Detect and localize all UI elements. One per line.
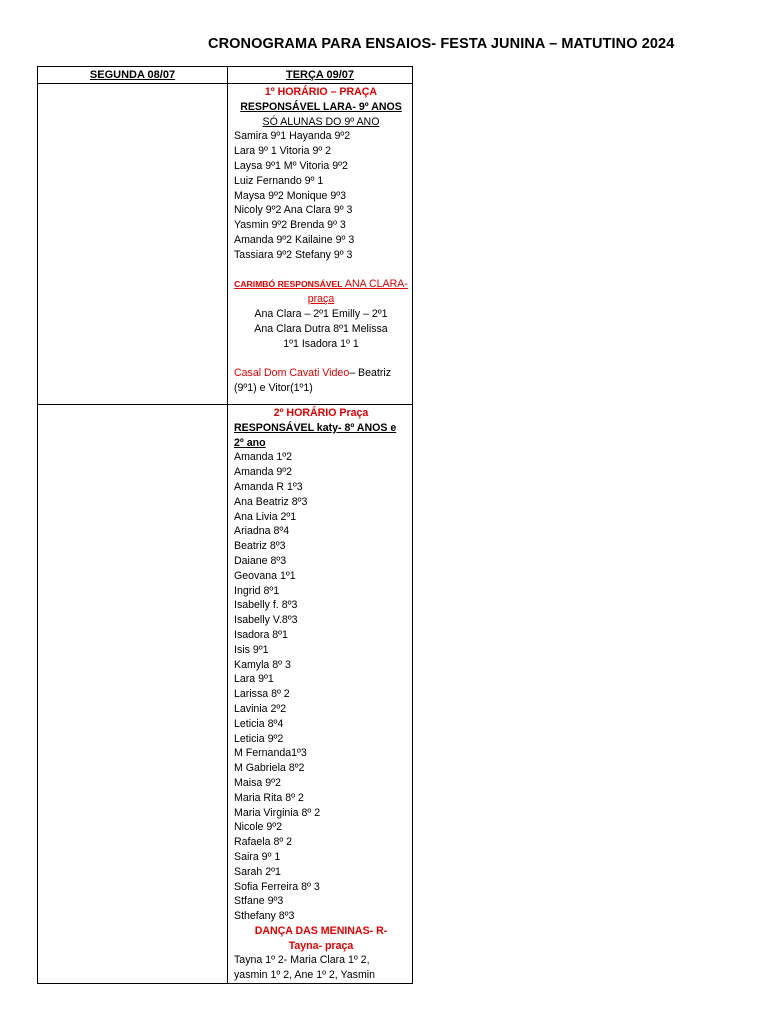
- monday-cell-1: [38, 84, 228, 405]
- list-item: Leticia 8º4: [234, 717, 284, 730]
- list-item: Maysa 9º2 Monique 9º3: [234, 189, 346, 202]
- tuesday-cell-2: [228, 405, 413, 984]
- list-item: Daiane 8º3: [234, 554, 287, 567]
- list-item: Samira 9º1 Hayanda 9º2: [234, 130, 351, 143]
- list-item: M Fernanda1º3: [234, 747, 307, 760]
- list-item: Geovana 1º1: [234, 569, 296, 582]
- list-item: Laysa 9º1 Mº Vitoria 9º2: [234, 159, 348, 172]
- list-item: Isis 9º1: [234, 643, 269, 656]
- slot-2-title: 2º HORÁRIO Praça: [273, 407, 369, 419]
- list-item: Ingrid 8º1: [234, 584, 280, 597]
- list-item: Maisa 9º2: [234, 776, 281, 789]
- list-item: Rafaela 8º 2: [234, 836, 293, 849]
- carimbo-label: CARIMBÓ RESPONSÁVEL: [234, 279, 343, 290]
- list-item: Sarah 2º1: [234, 865, 281, 878]
- dance-heading: DANÇA DAS MENINAS- R-: [254, 924, 388, 937]
- list-item: Amanda 9º2: [234, 466, 293, 479]
- list-item: Luiz Fernando 9º 1: [234, 174, 324, 187]
- casal-line-2: (9º1) e Vitor(1º1): [234, 381, 313, 394]
- header-tuesday: TERÇA 09/07: [228, 67, 413, 84]
- list-item: Stfane 9º3: [234, 895, 284, 908]
- list-item: Nicole 9º2: [234, 821, 283, 834]
- slot-2-responsible-cont: 2º ano: [234, 436, 266, 449]
- list-item: Ariadna 8º4: [234, 525, 290, 538]
- list-item: Beatriz 8º3: [234, 540, 286, 553]
- list-item: Leticia 9º2: [234, 732, 284, 745]
- slot-1-note: SÓ ALUNAS DO 9º ANO: [262, 115, 380, 128]
- list-item: Sofia Ferreira 8º 3: [234, 880, 320, 893]
- slot-1-title: 1º HORÁRIO – PRAÇA: [264, 86, 378, 98]
- list-item: Amanda 1º2: [234, 451, 293, 464]
- list-item: Maria Virginia 8º 2: [234, 806, 321, 819]
- carimbo-place: praça: [307, 293, 335, 306]
- carimbo-responsible: ANA CLARA-: [342, 278, 408, 291]
- list-item: Lara 9º 1 Vitoria 9º 2: [234, 145, 332, 158]
- tuesday-cell-1: [228, 84, 413, 405]
- list-item: Lara 9º1: [234, 673, 274, 686]
- list-item: Ana Clara – 2º1 Emilly – 2º1: [254, 307, 388, 320]
- list-item: Ana Clara Dutra 8º1 Melissa: [254, 322, 388, 335]
- list-item: Tassiara 9º2 Stefany 9º 3: [234, 248, 353, 261]
- list-item: Saira 9º 1: [234, 850, 281, 863]
- list-item: Nicoly 9º2 Ana Clara 9º 3: [234, 204, 353, 217]
- list-item: Amanda R 1º3: [234, 480, 303, 493]
- list-item: Ana Livia 2º1: [234, 510, 297, 523]
- list-item: Yasmin 9º2 Brenda 9º 3: [234, 219, 346, 232]
- monday-cell-2: [38, 405, 228, 984]
- list-item: Isadora 8º1: [234, 628, 288, 641]
- list-item: Kamyla 8º 3: [234, 658, 291, 671]
- slot-2-name-list: [234, 450, 408, 924]
- list-item: Sthefany 8º3: [234, 910, 295, 923]
- list-item: Ana Beatriz 8º3: [234, 495, 308, 508]
- list-item: Lavinia 2º2: [234, 702, 287, 715]
- list-item: yasmin 1º 2, Ane 1º 2, Yasmin: [234, 969, 376, 982]
- casal-label: Casal Dom Cavati Video: [234, 367, 350, 380]
- header-row: [38, 67, 413, 84]
- list-item: 1º1 Isadora 1º 1: [283, 337, 359, 350]
- casal-names: – Beatriz: [349, 367, 392, 380]
- schedule-row-1: [38, 84, 413, 405]
- header-monday: SEGUNDA 08/07: [38, 67, 228, 84]
- slot-1-responsible: RESPONSÁVEL LARA- 9º ANOS: [240, 100, 402, 113]
- schedule-table: [37, 66, 413, 984]
- list-item: Tayna 1º 2- Maria Clara 1º 2,: [234, 954, 370, 967]
- list-item: Isabelly f. 8º3: [234, 599, 298, 612]
- list-item: Larissa 8º 2: [234, 688, 290, 701]
- document-title: CRONOGRAMA PARA ENSAIOS- FESTA JUNINA – MATUTINO 2024: [208, 36, 675, 52]
- dance-heading-cont: Tayna- praça: [288, 939, 354, 952]
- list-item: Maria Rita 8º 2: [234, 791, 304, 804]
- list-item: Amanda 9º2 Kailaine 9º 3: [234, 233, 355, 246]
- list-item: Isabelly V.8º3: [234, 614, 298, 627]
- schedule-row-2: [38, 405, 413, 984]
- casal-line: [234, 366, 408, 381]
- list-item: M Gabriela 8º2: [234, 762, 305, 775]
- carimbo-heading: [234, 277, 408, 292]
- slot-2-responsible: RESPONSÁVEL katy- 8º ANOS e: [234, 421, 397, 434]
